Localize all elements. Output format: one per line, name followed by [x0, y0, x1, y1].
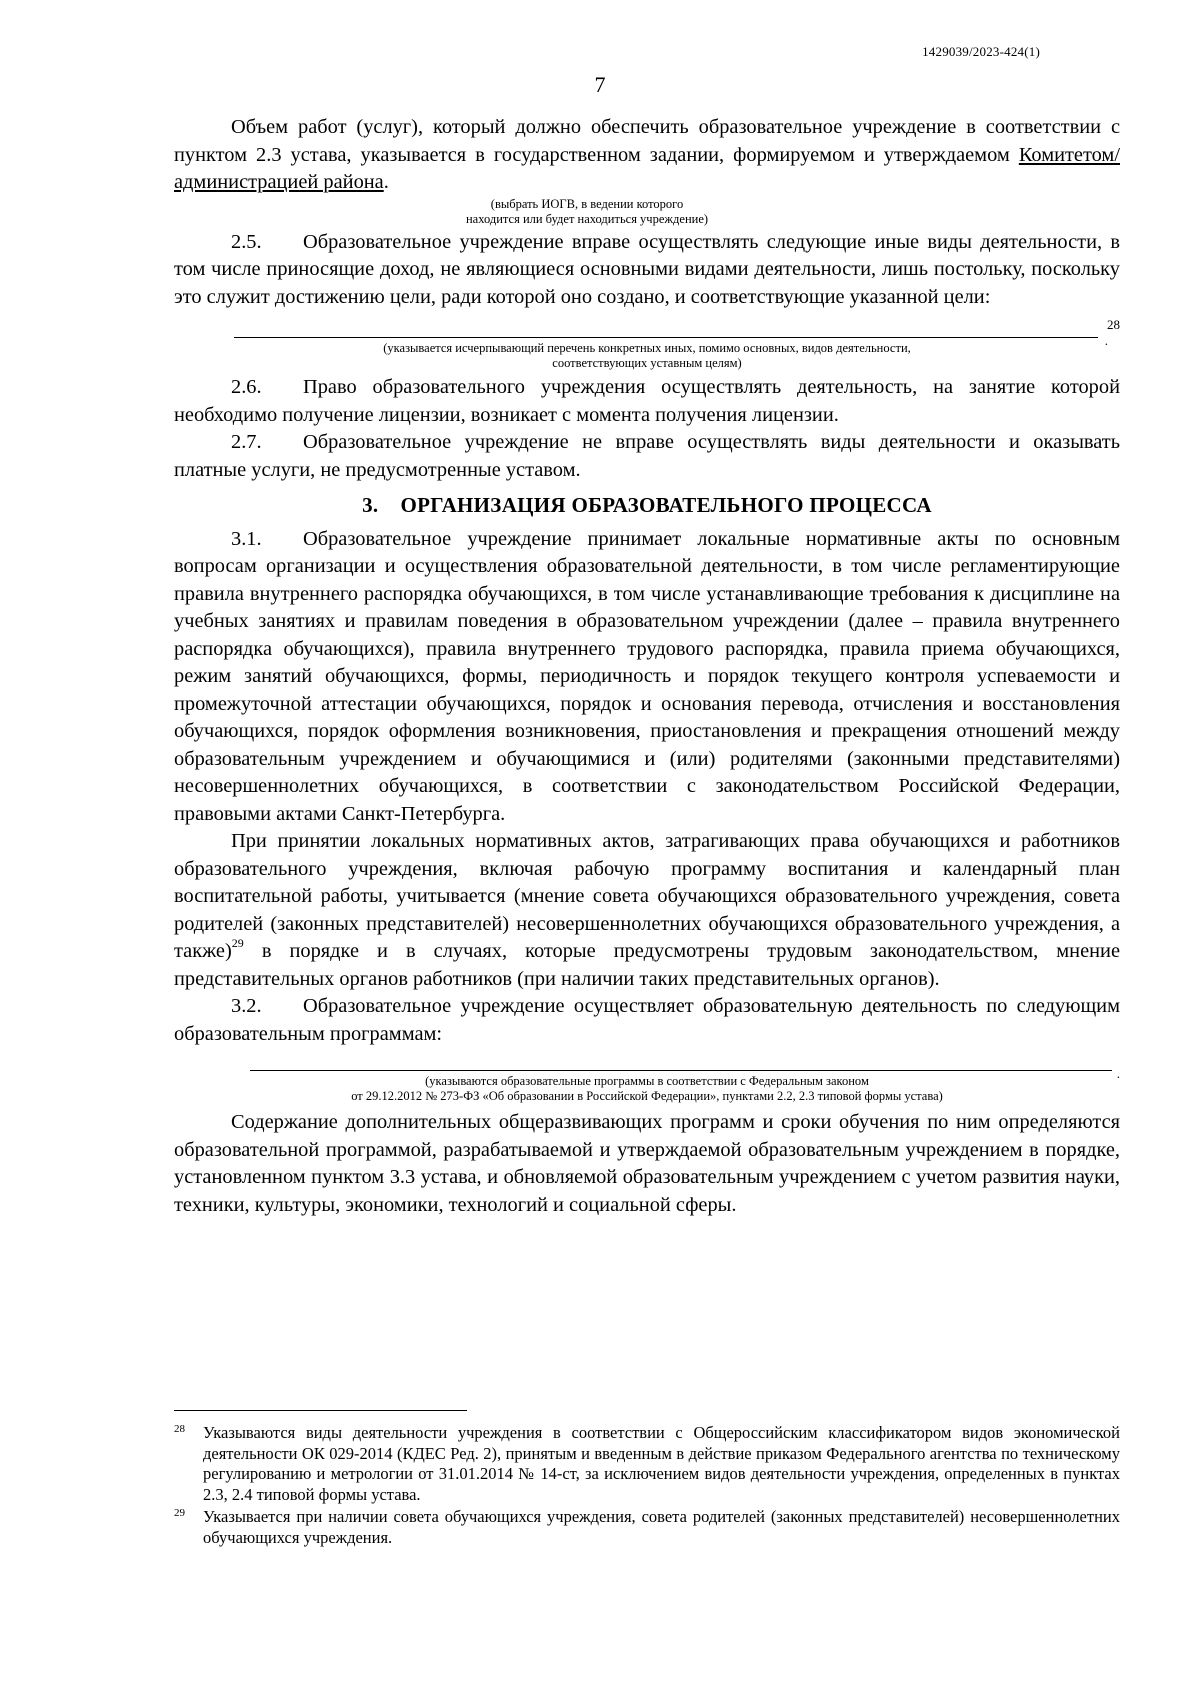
- blank-line: [250, 1070, 1112, 1071]
- blank-line: [234, 337, 1098, 338]
- section-3-heading: [174, 492, 1120, 520]
- footnote-separator: [174, 1410, 467, 1411]
- paragraph-end: .: [383, 171, 389, 193]
- section-number: 3.: [362, 493, 379, 517]
- paragraph-text: При принятии локальных нормативных актов, затрагивающих права обучающихся и работников образовательного учреждения, включая рабочую программу воспитания и календарный план воспитательной работы, учитывается (мнение совета обучающихся образовательного учреждения, совета родителей (законных представителей) несовершеннолетних обучающихся образовательного учреждения, а также): [174, 830, 1120, 962]
- footnote-text: Указывается при наличии совета обучающихся учреждения, совета родителей (законных представителей) несовершеннолетних обучающихся учреждения.: [203, 1507, 1120, 1547]
- line-end-period: .: [1116, 1066, 1120, 1081]
- item-number: 3.2.: [231, 995, 262, 1017]
- item-number: 2.5.: [231, 230, 262, 253]
- paragraph-volume-of-work: [174, 114, 1120, 197]
- hint-programs-1: (указываются образовательные программы в соответствии с Федеральным законом: [425, 1074, 869, 1088]
- footnotes: [174, 1410, 1120, 1550]
- item-number: 2.7.: [231, 431, 262, 453]
- paragraph-local-acts: [174, 828, 1120, 993]
- item-number: 2.6.: [231, 376, 262, 398]
- page-body: [174, 114, 1120, 1219]
- section-title: ОРГАНИЗАЦИЯ ОБРАЗОВАТЕЛЬНОГО ПРОЦЕССА: [400, 493, 932, 517]
- paragraph-program-content: Содержание дополнительных общеразвивающих программ и сроки обучения по ним определяются образовательной программой, разрабатываемой и утверждаемой образовательным учреждением в порядке, установленном пунктом 3.3 устава, и обновляемой образовательным учреждением с учетом развития науки, техники, культуры, экономики, технологий и социальной сферы.: [174, 1111, 1120, 1216]
- item-3-1: [174, 526, 1120, 829]
- footnote-mark: 29: [174, 1507, 185, 1519]
- footnote-ref-28: 28: [1107, 317, 1120, 332]
- item-2-6: [174, 374, 1120, 429]
- item-text: Образовательное учреждение принимает локальные нормативные акты по основным вопросам организации и осуществления образовательной деятельности, в том числе регламентирующие правила внутреннего распорядка обучающихся, в том числе устанавливающие требования к дисциплине на учебных занятиях и правилам поведения в образовательном учреждении (далее – правила внутреннего распорядка обучающихся), правила внутреннего трудового распорядка, правила приема обучающихся, режим занятий обучающихся, формы, периодичность и порядок текущего контроля успеваемости и промежуточной аттестации обучающихся, порядок и основания перевода, отчисления и восстановления обучающихся, порядок оформления возникновения, приостановления и прекращения отношений между образовательным учреждением и обучающимися и (или) родителями (законными представителями) несовершеннолетних обучающихся, в соответствии с законодательством Российской Федерации, правовыми актами Санкт-Петербурга.: [174, 527, 1120, 825]
- item-text: Право образовательного учреждения осуществлять деятельность, на занятие которой необходимо получение лицензии, возникает с момента получения лицензии.: [174, 376, 1120, 426]
- item-text: Образовательное учреждение вправе осуществлять следующие иные виды деятельности, в том числе приносящие доход, не являющиеся основными видами деятельности, лишь постольку, поскольку это служит достижению цели, ради которой оно создано, и соответствующие указанной цели:: [174, 230, 1120, 308]
- item-number: 3.1.: [231, 527, 262, 550]
- document-id: 1429039/2023-424(1): [922, 44, 1040, 59]
- footnote-29: [174, 1507, 1120, 1548]
- hint-activities-2: соответствующих уставным целям): [552, 356, 742, 370]
- page-number: 7: [594, 72, 606, 97]
- item-3-2: [174, 993, 1120, 1048]
- paragraph-text: Объем работ (услуг), который должно обеспечить образовательное учреждение в соответствии с пунктом 2.3 устава, указывается в государственном задании, формируемом и утверждаемом: [174, 116, 1120, 166]
- hint-programs-2: от 29.12.2012 № 273-ФЗ «Об образовании в Российской Федерации», пунктами 2.2, 2.3 типовой формы устава): [351, 1089, 943, 1103]
- footnote-28: [174, 1423, 1120, 1505]
- footnote-text: Указываются виды деятельности учреждения в соответствии с Общероссийским классификатором видов экономической деятельности ОК 029-2014 (КДЕС Ред. 2), принятым и введенным в действие приказом Федерального агентства по техническому регулированию и метрологии от 31.01.2014 № 14-ст, за исключением видов деятельности учреждения, определенных в пунктах 2.3, 2.4 типовой формы устава.: [203, 1423, 1120, 1504]
- paragraph-text-continued: в порядке и в случаях, которые предусмотрены трудовым законодательством, мнение представительных органов работников (при наличии таких представительных органов).: [174, 940, 1120, 990]
- underlined-authority: Комитетом/администрацией района: [174, 143, 1120, 193]
- item-2-5: [174, 229, 1120, 312]
- hint-select-authority-2: находится или будет находиться учреждение): [465, 211, 709, 226]
- footnote-ref-29: 29: [231, 936, 244, 951]
- item-text: Образовательное учреждение не вправе осуществлять виды деятельности и оказывать платные услуги, не предусмотренные уставом.: [174, 431, 1120, 481]
- line-end-period: .: [1104, 333, 1108, 348]
- hint-activities-1: (указывается исчерпывающий перечень конкретных иных, помимо основных, видов деятельности,: [383, 341, 911, 355]
- hint-select-authority-1: (выбрать ИОГВ, в ведении которого: [490, 196, 684, 211]
- footnote-mark: 28: [174, 1423, 185, 1435]
- item-2-7: [174, 429, 1120, 484]
- item-text: Образовательное учреждение осуществляет образовательную деятельность по следующим образовательным программам:: [174, 995, 1120, 1045]
